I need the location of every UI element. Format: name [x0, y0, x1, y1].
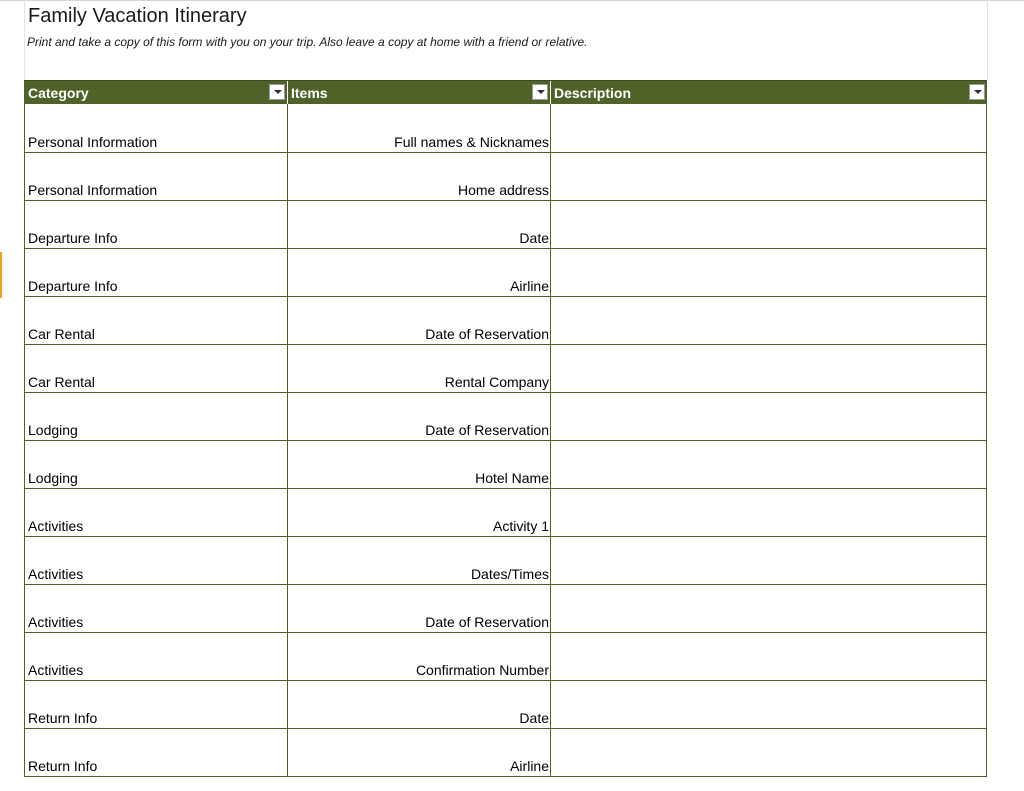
cell-item[interactable]: Date [288, 680, 551, 728]
selection-marker [0, 252, 2, 298]
column-header-label: Category [28, 84, 89, 101]
table-row [25, 488, 987, 536]
table-body [25, 104, 987, 776]
cell-category[interactable]: Car Rental [25, 296, 288, 344]
cell-description[interactable] [551, 248, 987, 296]
cell-category[interactable]: Activities [25, 488, 288, 536]
cell-category[interactable]: Activities [25, 584, 288, 632]
cell-category[interactable]: Lodging [25, 392, 288, 440]
table-row [25, 680, 987, 728]
filter-dropdown-icon[interactable] [532, 84, 548, 100]
page-subtitle: Print and take a copy of this form with you on your trip. Also leave a copy at home with a friend or relative. [27, 35, 588, 49]
cell-item[interactable]: Date of Reservation [288, 392, 551, 440]
cell-item[interactable]: Airline [288, 728, 551, 776]
cell-category[interactable]: Activities [25, 632, 288, 680]
table-row [25, 152, 987, 200]
cell-category[interactable]: Personal Information [25, 104, 288, 152]
cell-category[interactable]: Personal Information [25, 152, 288, 200]
gridline [987, 0, 988, 80]
cell-item[interactable]: Activity 1 [288, 488, 551, 536]
cell-category[interactable]: Lodging [25, 440, 288, 488]
cell-description[interactable] [551, 632, 987, 680]
cell-item[interactable]: Full names & Nicknames [288, 104, 551, 152]
table-header [25, 81, 987, 105]
table-row [25, 632, 987, 680]
cell-item[interactable]: Dates/Times [288, 536, 551, 584]
cell-item[interactable]: Date [288, 200, 551, 248]
table-row [25, 536, 987, 584]
cell-item[interactable]: Home address [288, 152, 551, 200]
column-header-label: Description [554, 84, 632, 101]
cell-item[interactable]: Rental Company [288, 344, 551, 392]
column-header-category[interactable] [25, 81, 288, 105]
gridline [24, 0, 25, 80]
cell-category[interactable]: Departure Info [25, 200, 288, 248]
cell-description[interactable] [551, 296, 987, 344]
itinerary-table [24, 80, 987, 777]
cell-item[interactable]: Hotel Name [288, 440, 551, 488]
cell-description[interactable] [551, 536, 987, 584]
filter-dropdown-icon[interactable] [269, 84, 285, 100]
cell-description[interactable] [551, 344, 987, 392]
cell-category[interactable]: Activities [25, 536, 288, 584]
column-header-description[interactable] [551, 81, 987, 105]
table-row [25, 248, 987, 296]
cell-item[interactable]: Date of Reservation [288, 584, 551, 632]
cell-description[interactable] [551, 440, 987, 488]
cell-description[interactable] [551, 152, 987, 200]
cell-description[interactable] [551, 392, 987, 440]
cell-item[interactable]: Date of Reservation [288, 296, 551, 344]
cell-category[interactable]: Departure Info [25, 248, 288, 296]
page-title: Family Vacation Itinerary [28, 5, 247, 27]
cell-item[interactable]: Confirmation Number [288, 632, 551, 680]
table-row [25, 728, 987, 776]
cell-category[interactable]: Car Rental [25, 344, 288, 392]
cell-description[interactable] [551, 104, 987, 152]
table-row [25, 392, 987, 440]
table-row [25, 344, 987, 392]
cell-category[interactable]: Return Info [25, 680, 288, 728]
cell-category[interactable]: Return Info [25, 728, 288, 776]
cell-description[interactable] [551, 200, 987, 248]
table-row [25, 296, 987, 344]
cell-description[interactable] [551, 584, 987, 632]
column-header-items[interactable] [288, 81, 551, 105]
cell-description[interactable] [551, 728, 987, 776]
table-row [25, 440, 987, 488]
cell-description[interactable] [551, 680, 987, 728]
table-row [25, 200, 987, 248]
cell-description[interactable] [551, 488, 987, 536]
table-row [25, 584, 987, 632]
filter-dropdown-icon[interactable] [969, 84, 985, 100]
top-gridline [0, 0, 1024, 1]
cell-item[interactable]: Airline [288, 248, 551, 296]
column-header-label: Items [291, 84, 328, 101]
table-row [25, 104, 987, 152]
